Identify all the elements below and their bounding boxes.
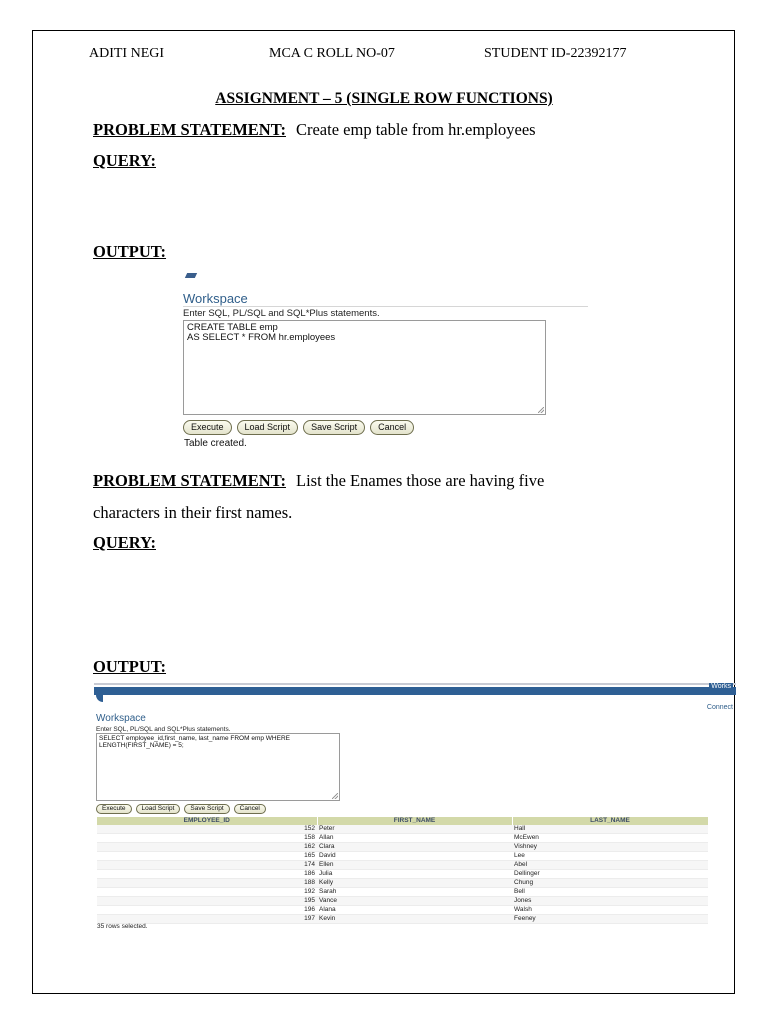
table-row [97, 843, 708, 852]
sql-text: SELECT employee_id,first_name, last_name FROM emp WHERE LENGTH(FIRST_NAME) = 5; [99, 735, 290, 749]
table-row [97, 852, 708, 861]
table-row [97, 825, 708, 834]
execute-button[interactable]: Execute [96, 804, 132, 814]
column-header: LAST_NAME [512, 817, 708, 825]
table-cell: 174 [97, 861, 317, 870]
header-curve [96, 693, 103, 702]
table-cell: David [317, 852, 512, 861]
table-cell: 158 [97, 834, 317, 843]
save-script-button[interactable]: Save Script [303, 420, 365, 435]
workspace-title: Workspace [96, 713, 146, 724]
workspace-hint: Enter SQL, PL/SQL and SQL*Plus statements. [183, 308, 380, 319]
table-row [97, 897, 708, 906]
table-cell: Walsh [512, 906, 708, 915]
execute-button[interactable]: Execute [183, 420, 232, 435]
sql-text: CREATE TABLE emp AS SELECT * FROM hr.employees [187, 322, 336, 343]
query-label-2: QUERY: [93, 533, 156, 552]
table-row [97, 861, 708, 870]
table-cell: Vance [317, 897, 512, 906]
table-cell: Jones [512, 897, 708, 906]
assignment-title: ASSIGNMENT – 5 (SINGLE ROW FUNCTIONS) [215, 90, 553, 107]
problem-statement-1 [93, 120, 536, 140]
button-row [96, 804, 266, 814]
table-cell: Julia [317, 870, 512, 879]
divider [183, 306, 588, 307]
workspace-tab[interactable]: Works [711, 683, 731, 690]
table-cell: 197 [97, 915, 317, 924]
column-header: EMPLOYEE_ID [97, 817, 317, 825]
table-cell: Feeney [512, 915, 708, 924]
workspace-hint: Enter SQL, PL/SQL and SQL*Plus statements. [96, 726, 231, 733]
button-row [183, 420, 414, 435]
save-script-button[interactable]: Save Script [184, 804, 229, 814]
results-body [97, 825, 708, 924]
table-cell: Dellinger [512, 870, 708, 879]
load-script-button[interactable]: Load Script [136, 804, 181, 814]
table-row [97, 879, 708, 888]
sql-editor[interactable] [96, 733, 340, 801]
table-row [97, 834, 708, 843]
query-label-1: QUERY: [93, 151, 156, 170]
problem-statement-2 [93, 471, 544, 491]
top-strip [94, 683, 736, 685]
ps-label: PROBLEM STATEMENT: [93, 471, 286, 490]
student-name: ADITI NEGI [89, 46, 165, 61]
table-cell: Hall [512, 825, 708, 834]
table-cell: Allan [317, 834, 512, 843]
table-cell: Vishney [512, 843, 708, 852]
ps-text: Create emp table from hr.employees [295, 120, 536, 139]
table-row [97, 888, 708, 897]
class-roll: MCA C ROLL NO-07 [269, 46, 395, 61]
table-cell: McEwen [512, 834, 708, 843]
ps-text: List the Enames those are having five [295, 471, 545, 490]
table-cell: Clara [317, 843, 512, 852]
table-cell: Sarah [317, 888, 512, 897]
results-table [97, 817, 709, 924]
table-cell: 186 [97, 870, 317, 879]
table-cell: 152 [97, 825, 317, 834]
cancel-button[interactable]: Cancel [234, 804, 266, 814]
logo-flag-icon [185, 273, 197, 278]
table-row [97, 870, 708, 879]
problem-statement-2-cont: characters in their first names. [93, 503, 293, 522]
workspace-screenshot-1 [183, 270, 588, 455]
output-label-1: OUTPUT: [93, 242, 167, 261]
resize-grip-icon[interactable] [332, 793, 338, 799]
table-cell: 196 [97, 906, 317, 915]
column-header: FIRST_NAME [317, 817, 512, 825]
resize-grip-icon[interactable] [538, 407, 544, 413]
table-row [97, 915, 708, 924]
output-label-2: OUTPUT: [93, 657, 167, 676]
rows-selected: 35 rows selected. [97, 923, 148, 930]
workspace-title: Workspace [183, 291, 248, 306]
cancel-button[interactable]: Cancel [370, 420, 414, 435]
table-cell: Kelly [317, 879, 512, 888]
table-cell: Lee [512, 852, 708, 861]
table-cell: Abel [512, 861, 708, 870]
table-cell: Ellen [317, 861, 512, 870]
workspace-screenshot-2 [94, 683, 736, 933]
header-bar [94, 687, 736, 695]
table-cell: 195 [97, 897, 317, 906]
connect-link[interactable]: Connect [706, 704, 733, 711]
table-cell: 192 [97, 888, 317, 897]
student-id: STUDENT ID-22392177 [484, 46, 627, 61]
table-cell: Kevin [317, 915, 512, 924]
table-cell: 188 [97, 879, 317, 888]
load-script-button[interactable]: Load Script [237, 420, 299, 435]
table-cell: 165 [97, 852, 317, 861]
table-cell: Bell [512, 888, 708, 897]
table-row [97, 906, 708, 915]
sql-editor[interactable] [183, 320, 546, 415]
table-cell: Chung [512, 879, 708, 888]
table-cell: 162 [97, 843, 317, 852]
table-cell: Alana [317, 906, 512, 915]
ps-label: PROBLEM STATEMENT: [93, 120, 286, 139]
result-message: Table created. [184, 438, 247, 449]
table-cell: Peter [317, 825, 512, 834]
